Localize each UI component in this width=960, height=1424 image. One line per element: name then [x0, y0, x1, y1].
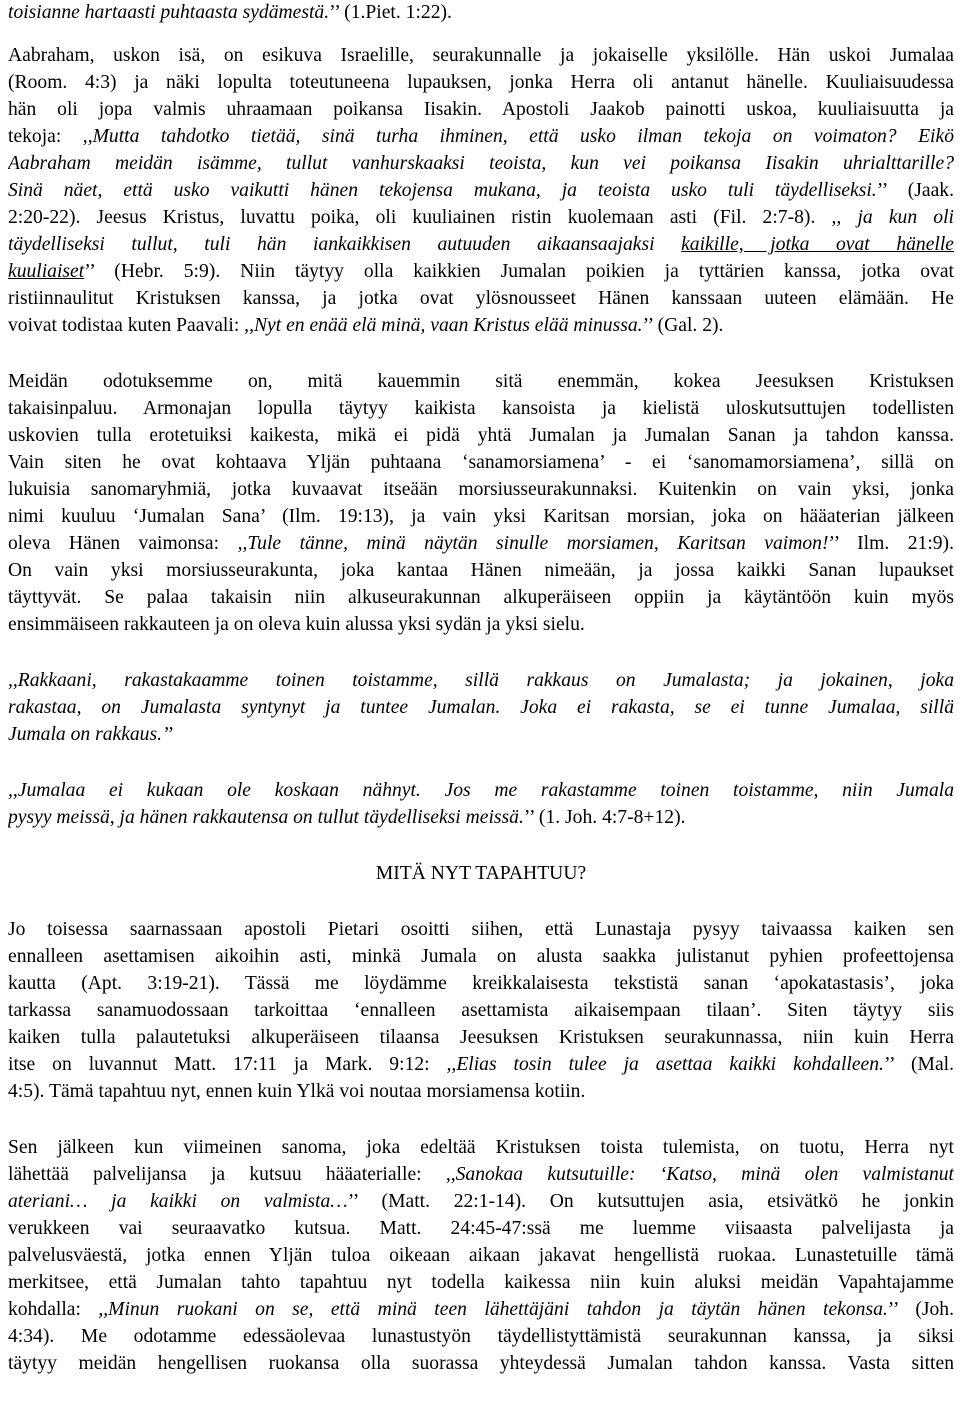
italic-quote: kaikille, jotka ovat hänelle: [681, 234, 954, 255]
text-run: palvelusväestä, jotka ennen Yljän tuloa oikeaan aikaan jakavat hengellistä ruokaa. Lunastetuille tämä: [8, 1245, 954, 1266]
text-run: (Room. 4:3) ja näki lopulta toteutuneena lupauksen, jonka Herra oli antanut hänelle. Kuuliaisuudessa: [8, 72, 954, 93]
text-run: hän oli jopa valmis uhraamaan poikansa Iisakin. Apostoli Jaakob painotti uskoa, kuuliaisuutta ja: [8, 99, 954, 120]
italic-quote: ,, ja kun oli: [831, 207, 954, 228]
text-run: oleva Hänen vaimonsa:: [8, 533, 238, 554]
text-run: täyttyvät. Se palaa takaisin niin alkuseurakunnan alkuperäiseen oppiin ja käytäntöön kuin myös: [8, 587, 954, 608]
italic-quote: ,,Minun ruokani on se, että minä teen lähettäjäni tahdon ja täytän hänen tekonsa.: [98, 1299, 888, 1320]
italic-quote: täydelliseksi tullut, tuli hän iankaikkisen autuuden aikaansaajaksi: [8, 234, 682, 255]
italic-quote: ,,Tule tänne, minä näytän sinulle morsiamen, Karitsan vaimon!: [237, 533, 829, 554]
text-run: lähettää palvelijansa ja kutsuu hääaterialle:: [8, 1164, 446, 1185]
text-line: [8, 1243, 954, 1269]
text-line: [8, 1135, 954, 1161]
text-run: uskovien tulla erotetuiksi kaikesta, mikä ei pidä yhtä Jumalan ja Jumalan Sanan ja tahdon kanssa.: [8, 425, 954, 446]
text-run: MITÄ NYT TAPAHTUU?: [375, 863, 587, 884]
text-line: [8, 695, 954, 721]
text-line: [8, 70, 954, 96]
text-line: [8, 396, 954, 422]
italic-quote: Jumala on rakkaus.’’: [8, 724, 173, 745]
text-line: [8, 477, 954, 503]
text-line: [8, 124, 954, 150]
italic-quote: pysyy meissä, ja hänen rakkautensa on tullut täydelliseksi meissä.: [8, 807, 524, 828]
text-line: [8, 1324, 954, 1350]
text-run: kaiken tulla palautetuksi alkuperäiseen tilaansa Jeesuksen Kristuksen seurakunnassa, niin kuin Herra: [8, 1027, 954, 1048]
text-run: merkitsee, että Jumalan tahto tapahtuu nyt todella kaikessa niin kuin aluksi meidän Vapahtajamme: [8, 1272, 954, 1293]
text-line: [8, 971, 954, 997]
text-line: [8, 450, 954, 476]
text-run: nimi kuuluu ‘Jumalan Sana’ (Ilm. 19:13), ja vain yksi Karitsan morsian, joka on hääaterian jälkeen: [8, 506, 954, 527]
text-line: [8, 1297, 954, 1323]
italic-quote: ,,Nyt en enää elä minä, vaan Kristus elää minussa.: [244, 315, 643, 336]
italic-quote: rakastaa, on Jumalasta syntynyt ja tuntee Jumalan. Joka ei rakasta, se ei tunne Jumalaa, sillä: [8, 697, 954, 718]
text-run: kohdalla:: [8, 1299, 99, 1320]
text-line: [8, 1052, 954, 1078]
text-run: Jo toisessa saarnassaan apostoli Pietari osoitti siihen, että Lunastaja pysyy taivaassa kaiken sen: [8, 919, 954, 940]
text-run: ’’ (Joh.: [887, 1299, 954, 1320]
text-run: ’’ (1. Joh. 4:7-8+12).: [523, 807, 686, 828]
text-line: [8, 531, 954, 557]
text-line: [8, 1216, 954, 1242]
italic-quote: Aabraham meidän isämme, tullut vanhurskaaksi teoista, kun vei poikansa Iisakin uhrialttarille?: [8, 153, 954, 174]
text-line: [8, 313, 954, 339]
text-run: ’’ (1.Piet. 1:22).: [329, 2, 452, 23]
text-run: verukkeen vai seuraavatko kutsua. Matt. 24:45-47:ssä me luemme viisaasta palvelijasta ja: [8, 1218, 954, 1239]
text-line: [8, 0, 954, 26]
text-line: [8, 286, 954, 312]
italic-quote: ,,Elias tosin tulee ja asettaa kaikki kohdalleen.: [446, 1054, 884, 1075]
text-line: [8, 232, 954, 258]
text-line: [8, 1079, 954, 1105]
text-run: ennalleen asettamisen aikoihin asti, minkä Jumala on alusta saakka julistanut pyhien profeettojensa: [8, 946, 954, 967]
text-run: 4:5). Tämä tapahtuu nyt, ennen kuin Ylkä voi noutaa morsiamensa kotiin.: [8, 1081, 586, 1102]
italic-quote: Sinä näet, että usko vaikutti hänen tekojensa mukana, ja teoista usko tuli täydelliseksi.: [8, 180, 877, 201]
text-line: [8, 585, 954, 611]
italic-quote: ,,Rakkaani, rakastakaamme toinen toistamme, sillä rakkaus on Jumalasta; ja jokainen, joka: [8, 670, 954, 691]
text-run: Meidän odotuksemme on, mitä kauemmin sitä enemmän, kokea Jeesuksen Kristuksen: [8, 371, 954, 392]
text-run: ensimmäiseen rakkauteen ja on oleva kuin alussa yksi sydän ja yksi sielu.: [8, 614, 585, 635]
text-line: [8, 178, 954, 204]
text-run: On vain yksi morsiusseurakunta, joka kantaa Hänen nimeään, ja jossa kaikki Sanan lupaukset: [8, 560, 954, 581]
text-line: [8, 1351, 954, 1377]
text-line: [8, 612, 954, 638]
text-line: [8, 558, 954, 584]
italic-quote: ,,Mutta tahdotko tietää, sinä turha ihminen, että usko ilman tekoja on voimaton? Eikö: [82, 126, 954, 147]
text-run: kautta (Apt. 3:19-21). Tässä me löydämme kreikkalaisesta tekstistä sanan ‘apokatastasis’, joka: [8, 973, 954, 994]
text-run: itse on luvannut Matt. 17:11 ja Mark. 9:12:: [8, 1054, 447, 1075]
text-line: [8, 805, 954, 831]
italic-quote: kuuliaiset: [8, 261, 85, 282]
text-run: lukuisia sanomaryhmiä, jotka kuvaavat itseään morsiusseurakunnaksi. Kuitenkin on vain yksi, jonka: [8, 479, 954, 500]
text-line: [8, 722, 954, 748]
text-line: [8, 1025, 954, 1051]
text-run: ’’ (Matt. 22:1-14). On kutsuttujen asia, etsivätkö he jonkin: [347, 1191, 954, 1212]
text-run: ’’ (Jaak.: [876, 180, 954, 201]
text-run: takaisinpaluu. Armonajan lopulla täytyy kaikista kansoista ja kielistä uloskutsuttujen todellisten: [8, 398, 954, 419]
text-line: [8, 1189, 954, 1215]
text-line: [8, 504, 954, 530]
italic-quote: toisianne hartaasti puhtaasta sydämestä.: [8, 2, 330, 23]
text-line: [8, 778, 954, 804]
text-line: [8, 998, 954, 1024]
text-run: 2:20-22). Jeesus Kristus, luvattu poika, oli kuuliainen ristin kuolemaan asti (Fil. 2:7-8).: [8, 207, 832, 228]
section-heading: [8, 861, 954, 887]
text-line: [8, 97, 954, 123]
text-line: [8, 423, 954, 449]
text-run: Aabraham, uskon isä, on esikuva Israelille, seurakunnalle ja jokaiselle yksilölle. Hän uskoi Jumalaa: [8, 45, 954, 66]
text-run: ristiinnaulitut Kristuksen kanssa, ja jotka ovat ylösnousseet Hänen kanssaan uuteen elämään. He: [8, 288, 954, 309]
italic-quote: ,,Jumalaa ei kukaan ole koskaan nähnyt. Jos me rakastamme toinen toistamme, niin Jumala: [8, 780, 954, 801]
text-line: [8, 151, 954, 177]
text-run: täytyy meidän hengellisen ruokansa olla suorassa yhteydessä Jumalan tahdon kanssa. Vasta sitten: [8, 1353, 954, 1374]
text-run: ’’ Ilm. 21:9).: [828, 533, 954, 554]
text-line: [8, 369, 954, 395]
text-line: [8, 944, 954, 970]
text-line: [8, 1270, 954, 1296]
text-run: 4:34). Me odotamme edessäolevaa lunastustyön täydellistyttämistä seurakunnan kanssa, ja siksi: [8, 1326, 954, 1347]
text-line: [8, 205, 954, 231]
text-run: ’’ (Gal. 2).: [642, 315, 724, 336]
text-run: ’’ (Hebr. 5:9). Niin täytyy olla kaikkien Jumalan poikien ja tyttärien kanssa, jotka ovat: [84, 261, 954, 282]
text-run: tarkassa sanamuodossaan tarkoittaa ‘ennalleen asettamista aikaisempaan tilaan’. Siten täytyy siis: [8, 1000, 954, 1021]
text-run: voivat todistaa kuten Paavali:: [8, 315, 245, 336]
text-line: [8, 668, 954, 694]
text-run: ’’ (Mal.: [883, 1054, 954, 1075]
text-run: Sen jälkeen kun viimeinen sanoma, joka edeltää Kristuksen toista tulemista, on tuotu, Herra nyt: [8, 1137, 954, 1158]
text-line: [8, 917, 954, 943]
text-run: tekoja:: [8, 126, 83, 147]
text-line: [8, 1162, 954, 1188]
text-run: Vain siten he ovat kohtaava Yljän puhtaana ‘sanamorsiamena’ - ei ‘sanomamorsiamena’, sillä on: [8, 452, 954, 473]
text-line: [8, 43, 954, 69]
italic-quote: ,,Sanokaa kutsutuille: ‘Katso, minä olen valmistanut: [445, 1164, 954, 1185]
text-line: [8, 259, 954, 285]
italic-quote: ateriani… ja kaikki on valmista…: [8, 1191, 348, 1212]
